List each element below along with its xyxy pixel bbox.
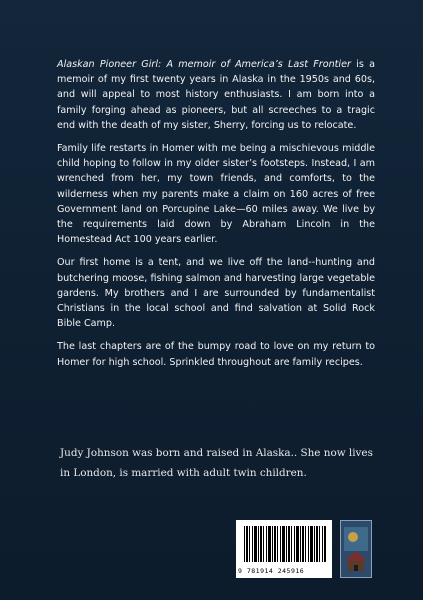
blurb-paragraph-3: Our first home is a tent, and we live off the land--hunting and butchering moose, fishing salmon and harvesting large vegetable gardens. My brothers and I are surrounded by fundamentalist Christians in the local school and find salvation at Solid Rock Bible Camp. [57,257,375,330]
publisher-logo [340,520,372,578]
book-title: Alaskan Pioneer Girl: A memoir of America’s Last Frontier [57,59,351,70]
blurb-paragraph-1-body: is a memoir of my first twenty years in Alaska in the 1950s and 60s, and will appeal to most history enthusiasts. I am born into a family forging ahead as pioneers, but all screeches to a tragic end with the death of my sister, Sherry, forcing us to relocate. [57,59,375,131]
author-bio: Judy Johnson was born and raised in Alaska.. She now lives in London, is married with adult twin children. [60,447,373,479]
barcode-bars [244,526,326,562]
isbn-number: 9 781914 245916 [238,567,305,575]
blurb-paragraph-2: Family life restarts in Homer with me being a mischievous middle child hoping to follow in my older sister’s footsteps. Instead, I am wrenched from her, my town friends, and comforts, to the wilderness when my parents make a claim on 160 acres of free Government land on Porcupine Lake—60 miles away. We live by the requirements laid down by Abraham Lincoln in the Homestead Act 100 years earlier. [57,143,375,246]
blurb-paragraph-1 [57,57,375,133]
publisher-logo-icon [341,521,371,577]
blurb-paragraph-4: The last chapters are of the bumpy road to love on my return to Homer for high school. Sprinkled throughout are family recipes. [57,341,375,368]
isbn-barcode [236,520,332,578]
blurb [57,57,375,378]
